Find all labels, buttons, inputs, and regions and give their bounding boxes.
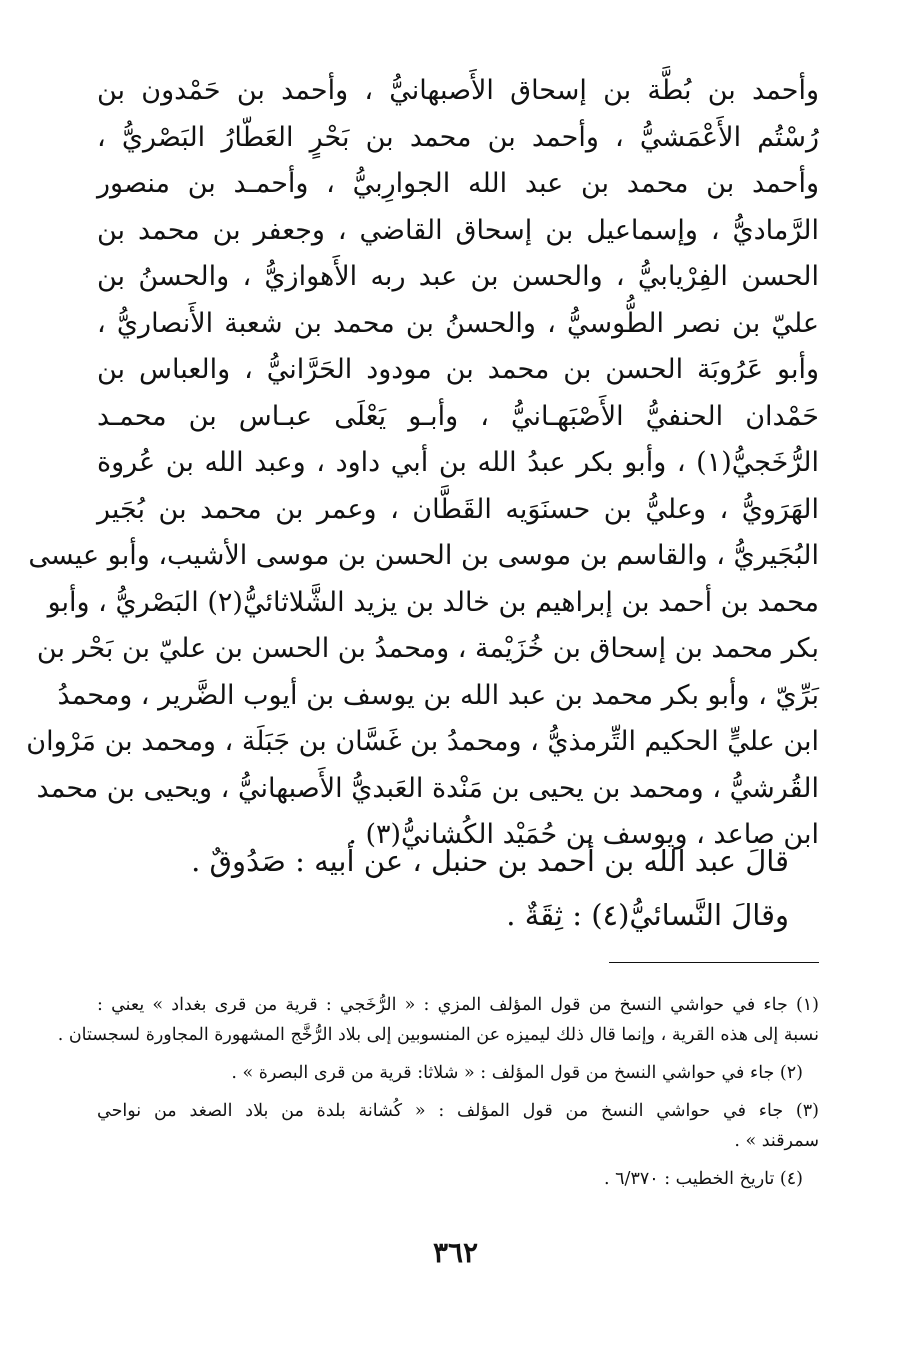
footnotes-block — [57, 990, 819, 1194]
main-text-block — [26, 68, 819, 859]
quote-nasai: وقالَ النَّسائيُّ(٤) : ثِقَةٌ . — [506, 898, 789, 932]
text-line: القُرشيُّ ، ومحمد بن يحيى بن مَنْدة العَبديُّ الأَصبهانيُّ ، ويحيى بن محمد — [36, 772, 819, 804]
text-line: بكر محمد بن إسحاق بن خُزَيْمة ، ومحمدُ بن الحسن بن عليّ بن بَحْر بن — [36, 633, 819, 664]
quotes-block — [89, 834, 789, 942]
footnote-3-continuation: سمرقند » . — [734, 1131, 819, 1151]
text-line: عليّ بن نصر الطُّوسيُّ ، والحسنُ بن محمد بن شعبة الأَنصاريُّ ، — [97, 307, 819, 339]
quote-abdullah: قالَ عبد الله بن أحمد بن حنبل ، عن أبيه : صَدُوقٌ . — [191, 844, 789, 878]
text-line: الرُّخَجيُّ(١) ، وأبو بكر عبدُ الله بن أبي داود ، وعبد الله بن عُروة — [97, 447, 819, 478]
footnote-1: (١) جاء في حواشي النسخ من قول المؤلف المزي : « الرُّخَجي : قرية من قرى بغداد » يعني : — [97, 995, 819, 1015]
text-line: وأبو عَرُوبَة الحسن بن محمد بن مودود الحَرَّانيُّ ، والعباس بن — [97, 354, 819, 385]
text-line: محمد بن أحمد بن إبراهيم بن خالد بن يزيد الشَّلاثائيُّ(٢) البَصْريُّ ، وأبو — [47, 586, 819, 618]
text-line: الحسن الفِرْيابيُّ ، والحسن بن عبد ربه الأَهوازيُّ ، والحسنُ بن — [97, 261, 819, 292]
footnote-1-continuation: نسبة إلى هذه القرية ، وإنما قال ذلك ليميزه عن المنسوبين إلى بلاد الرُّخَّج المشهورة المجاورة لسجستان . — [57, 1025, 819, 1045]
text-line: ابن عليٍّ الحكيم التِّرمذيُّ ، ومحمدُ بن غَسَّان بن جَبَلَة ، ومحمد بن مَرْوان — [26, 726, 819, 757]
text-line: الرَّماديُّ ، وإسماعيل بن إسحاق القاضي ، وجعفر بن محمد بن — [97, 214, 819, 246]
text-line: ابن صاعد ، ويوسف بن حُمَيْد الكُشانيُّ(٣) . — [348, 819, 819, 850]
text-line: حَمْدان الحنفيُّ الأَصْبَهـانيُّ ، وأبـو يَعْلَى عبـاس بن محمـد — [97, 400, 819, 432]
text-line: رُسْتُم الأَعْمَشيُّ ، وأحمد بن محمد بن بَحْرٍ العَطّارُ البَصْريُّ ، — [97, 121, 819, 153]
text-line: وأحمد بن بُطَّة بن إسحاق الأَصبهانيُّ ، وأحمد بن حَمْدون بن — [97, 75, 819, 106]
footnote-3: (٣) جاء في حواشي النسخ من قول المؤلف : « كُشانة بلدة من بلاد الصغد من نواحي — [97, 1101, 819, 1121]
page-number: ٣٦٢ — [432, 1236, 479, 1269]
footnote-separator — [609, 962, 819, 963]
text-line: البُجَيريُّ ، والقاسم بن موسى بن الحسن بن موسى الأشيب، وأبو عيسى — [28, 540, 819, 571]
footnote-4: (٤) تاريخ الخطيب : ٦/٣٧٠ . — [604, 1169, 803, 1189]
text-line: بَرِّيّ ، وأبو بكر محمد بن عبد الله بن يوسف بن أيوب الضَّرير ، ومحمدُ — [57, 679, 819, 711]
text-line: وأحمد بن محمد بن عبد الله الجوارِبيُّ ، وأحمـد بن منصور — [97, 168, 819, 199]
footnote-2: (٢) جاء في حواشي النسخ من قول المؤلف : « شلاثا: قرية من قرى البصرة » . — [231, 1063, 803, 1083]
text-line: الهَرَويُّ ، وعليُّ بن حسنَوَيه القَطَّان ، وعمر بن محمد بن بُجَير — [97, 493, 819, 525]
